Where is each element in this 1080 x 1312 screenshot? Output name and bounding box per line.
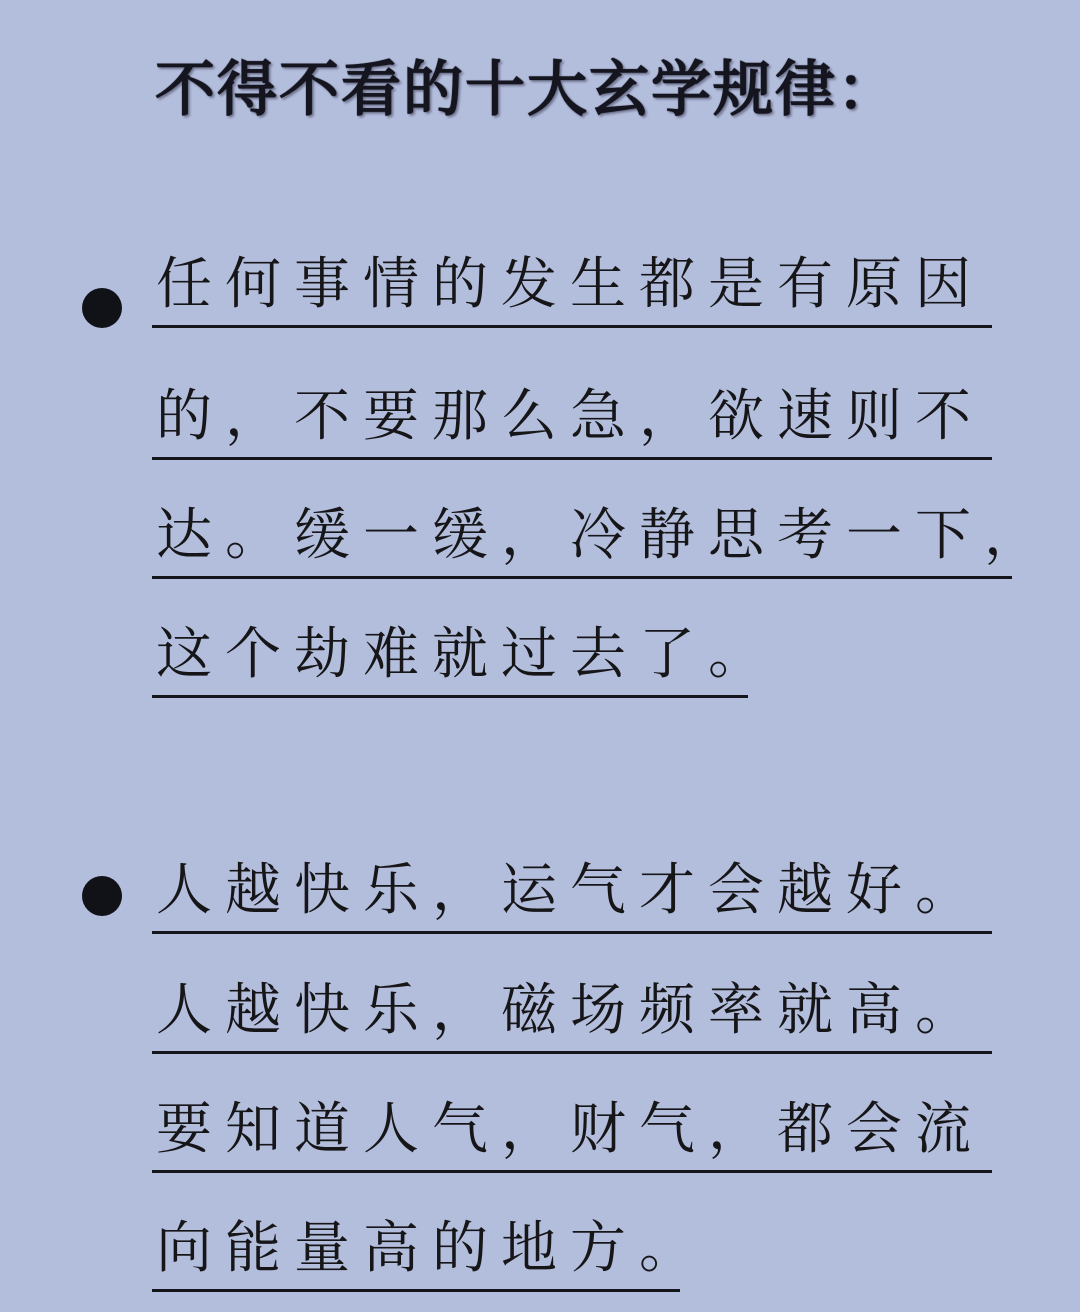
- rule-text-line: 向能量高的地方。: [156, 1216, 708, 1281]
- underlined-line: [152, 1174, 708, 1292]
- rule-text-line: 人越快乐，运气才会越好。: [156, 858, 984, 923]
- rule-text-line: 要知道人气，财气，都会流: [156, 1097, 984, 1162]
- rule-text-line: 达。缓一缓，冷静思考一下，: [156, 503, 1053, 568]
- underlined-line: [152, 210, 992, 328]
- bullet-point: [82, 288, 122, 328]
- underlined-line: [152, 461, 1053, 579]
- underlined-line: [152, 580, 777, 698]
- underlined-line: [152, 1055, 992, 1173]
- underlined-line: [152, 936, 992, 1054]
- underlined-line: [152, 816, 992, 934]
- bullet-point: [82, 876, 122, 916]
- page-title: 不得不看的十大玄学规律：: [155, 55, 899, 125]
- rule-text-line: 人越快乐，磁场频率就高。: [156, 978, 984, 1043]
- rule-text-line: 这个劫难就过去了。: [156, 622, 777, 687]
- rule-text-line: 的，不要那么急，欲速则不: [156, 384, 984, 449]
- rule-text-line: 任何事情的发生都是有原因: [156, 252, 984, 317]
- underlined-line: [152, 342, 992, 460]
